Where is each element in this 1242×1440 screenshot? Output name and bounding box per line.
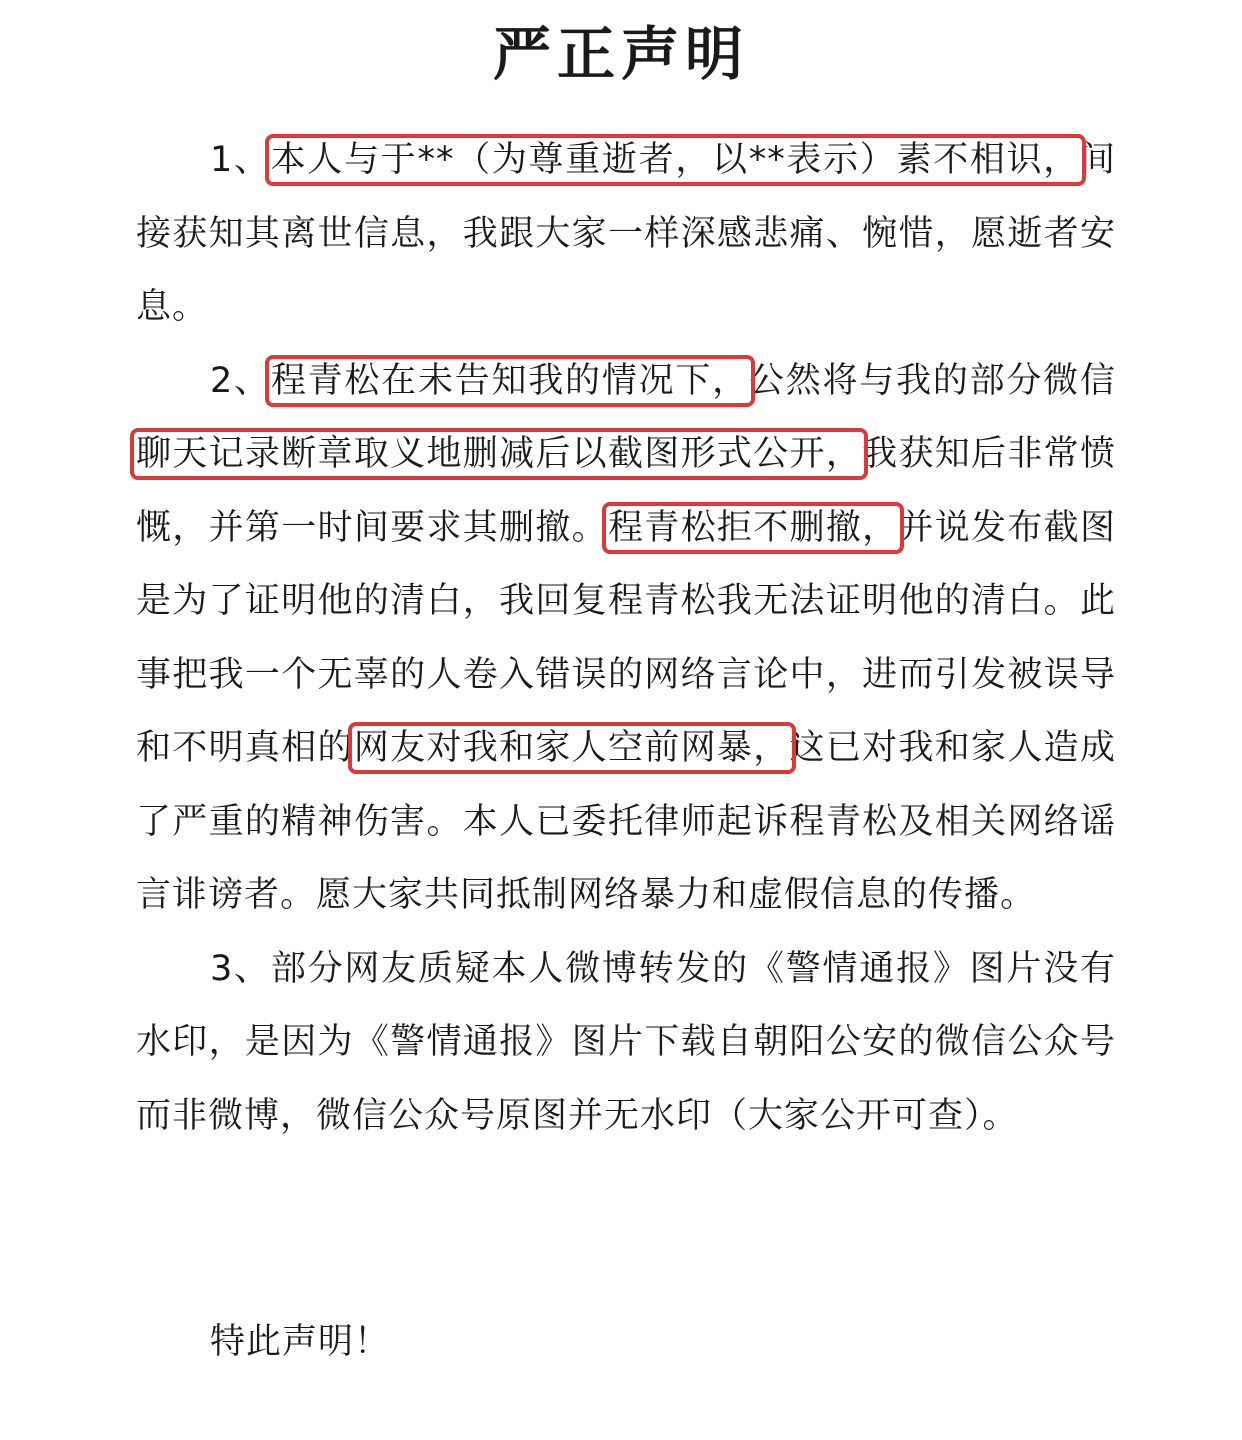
highlight-box-3: 聊天记录断章取义地删减后以截图形式公开，: [136, 434, 863, 474]
paragraph-1-number: 1、: [210, 140, 271, 180]
paragraph-2-text-1: 公然将与我的部分微信: [748, 360, 1116, 401]
statement-body: [136, 124, 1116, 1153]
paragraph-2-number: 2、: [210, 360, 271, 401]
highlight-box-4: 程青松拒不删撤，: [607, 507, 899, 548]
paragraph-3-text: 部分网友质疑本人微博转发的《警情通报》图片没有水印，是因为《警情通报》图片下载自朝阳公安的微信公众号而非微博，微信公众号原图并无水印（大家公开可查）。: [136, 948, 1116, 1136]
paragraph-1: [136, 124, 1116, 345]
highlight-box-2: 程青松在未告知我的情况下，: [270, 360, 749, 401]
closing-statement: 特此声明！: [210, 1322, 391, 1362]
highlight-box-1: 本人与于**（为尊重逝者，以**表示）素不相识，: [270, 140, 1080, 180]
paragraph-2: [136, 345, 1116, 933]
paragraph-1-text: 间接获知其离世信息，我跟大家一样深感悲痛、惋惜，愿逝者安息。: [136, 140, 1116, 327]
paragraph-3-number: 3、: [210, 948, 271, 989]
highlight-box-5: 网友对我和家人空前网暴，: [353, 728, 790, 768]
paragraph-2-text-3: 并说发布截图是为了证明他的清白，我回复程青松我无法证明他的清白。此事把我一个无辜的人卷入错误的网络言论中，进而引发被误导和不明真相的: [136, 507, 1116, 768]
paragraph-2-text-4: 这已对我和家人造成了严重的精神伤害。本人已委托律师起诉程青松及相关网络谣言诽谤者。愿大家共同抵制网络暴力和虚假信息的传播。: [136, 728, 1116, 915]
paragraph-2-text-2: 我获知后非常愤慨，并第一时间要求其删撤。: [136, 434, 1116, 548]
document-title: 严正声明: [492, 20, 749, 88]
paragraph-3: [136, 933, 1116, 1154]
